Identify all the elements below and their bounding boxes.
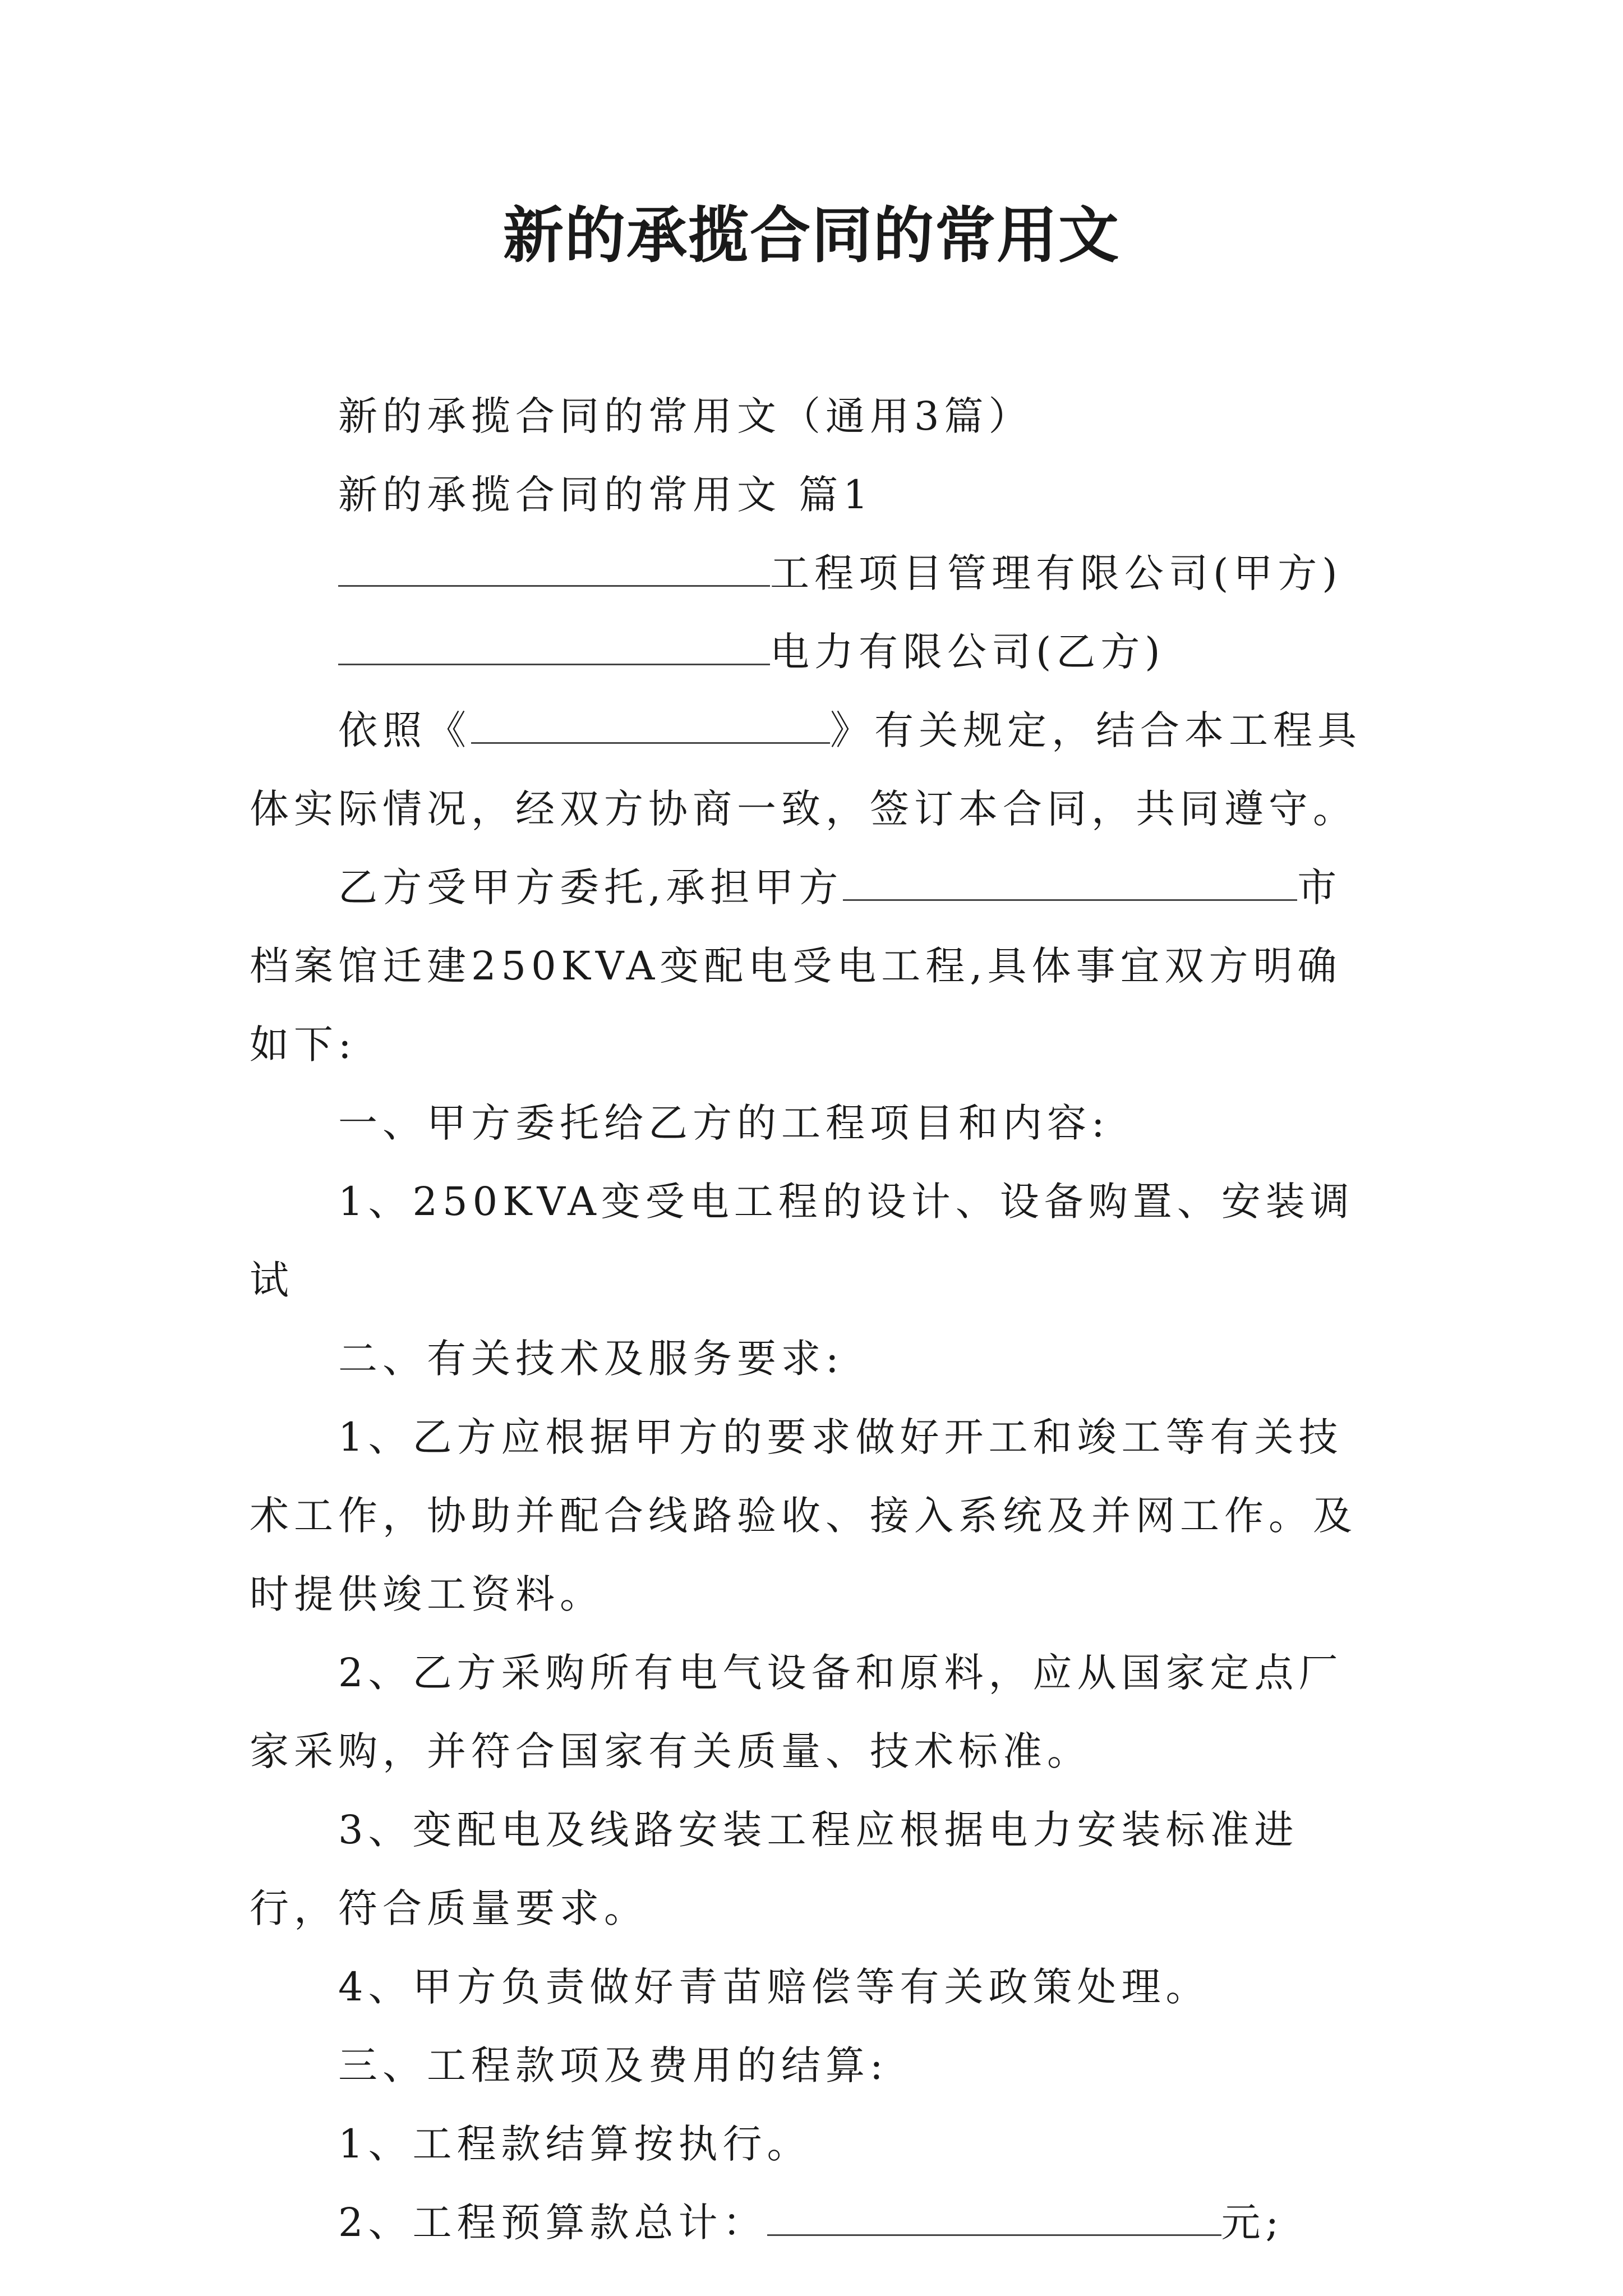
paragraph-clause-2-item-2: 2、乙方采购所有电气设备和原料，应从国家定点厂家采购，并符合国家有关质量、技术标准。 [250, 1650, 1343, 1774]
paragraph-clause-2-item-3: 3、变配电及线路安装工程应根据电力安装标准进行，符合质量要求。 [250, 1807, 1299, 1931]
blank-line [338, 627, 770, 665]
paragraph-clause-1-heading: 一、甲方委托给乙方的工程项目和内容: [338, 1100, 1110, 1146]
document-title: 新的承揽合同的常用文 [502, 200, 1120, 271]
party-a-label: 工程项目管理有限公司(甲方) [770, 550, 1343, 596]
commission-text-end: 市档案馆迁建250KVA变配电受电工程,具体事宜双方明确如下: [250, 864, 1342, 1068]
blank-line [767, 2197, 1221, 2236]
paragraph-section-heading: 新的承揽合同的常用文 篇1 [338, 472, 873, 518]
paragraph-clause-1-item-1: 1、250KVA变受电工程的设计、设备购置、安装调试 [250, 1179, 1354, 1303]
basis-text-start: 依照《 [338, 707, 471, 753]
document-body [250, 377, 1382, 2262]
paragraph-party-b [250, 613, 1382, 691]
budget-text-end: 元; [1221, 2200, 1284, 2246]
paragraph-clause-3-heading: 三、工程款项及费用的结算: [338, 2042, 888, 2088]
party-b-label: 电力有限公司(乙方) [770, 629, 1165, 675]
budget-text-start: 2、工程预算款总计： [338, 2200, 767, 2246]
paragraph-clause-2-heading: 二、有关技术及服务要求: [338, 1336, 844, 1382]
paragraph-party-a [250, 534, 1382, 613]
paragraph-basis [250, 691, 1382, 848]
paragraph-subtitle: 新的承揽合同的常用文（通用3篇） [338, 393, 1033, 439]
paragraph-commission [250, 848, 1382, 1084]
blank-line [471, 705, 830, 744]
commission-text-start: 乙方受甲方委托,承担甲方 [338, 864, 843, 910]
paragraph-clause-3-item-1: 1、工程款结算按执行。 [338, 2121, 811, 2167]
blank-line [843, 862, 1297, 901]
paragraph-clause-2-item-4: 4、甲方负责做好青苗赔偿等有关政策处理。 [338, 1964, 1210, 2010]
paragraph-clause-2-item-1: 1、乙方应根据甲方的要求做好开工和竣工等有关技术工作，协助并配合线路验收、接入系统及并网工作。及时提供竣工资料。 [250, 1414, 1357, 1617]
paragraph-clause-3-item-2 [250, 2183, 1382, 2262]
basis-text-end: 》有关规定，结合本工程具体实际情况，经双方协商一致，签订本合同，共同遵守。 [250, 707, 1362, 832]
blank-line [338, 548, 770, 587]
